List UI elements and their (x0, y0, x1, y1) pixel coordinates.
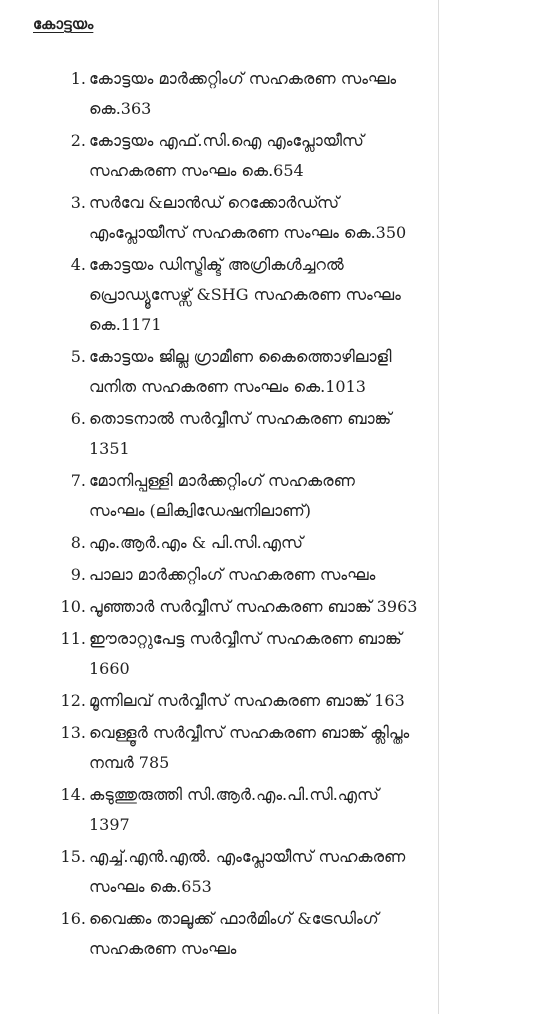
item-text-line: കെ.363 (89, 99, 152, 118)
item-number: 4. (70, 255, 86, 274)
item-number: 5. (70, 347, 86, 366)
item-text-line: 1351 (89, 439, 130, 458)
item-number: 6. (70, 409, 86, 428)
item-text-line: സർവേ &ലാൻഡ് റെക്കോർഡ്സ് (89, 193, 340, 212)
item-text-line: 1397 (89, 815, 130, 834)
item-number: 14. (60, 785, 86, 804)
list-item (0, 592, 438, 622)
item-text-line: കെ.1171 (89, 315, 162, 334)
item-text-line: കടുത്തുരുത്തി സി.ആർ.എം.പി.സി.എസ് (89, 785, 379, 804)
item-text-line: എച്ച്.എൻ.എൽ. എംപ്ലോയീസ് സഹകരണ (89, 847, 406, 866)
list-item (0, 126, 438, 186)
item-text-line: സംഘം കെ.653 (89, 877, 212, 896)
item-text-line: 1660 (89, 659, 130, 678)
item-text-line: സഹകരണ സംഘം (89, 939, 237, 958)
list-item (0, 842, 438, 902)
item-text-line: വൈക്കം താലൂക്ക് ഫാർമിംഗ് &ട്രേഡിംഗ് (89, 909, 379, 928)
list-item (0, 686, 438, 716)
item-number: 8. (70, 533, 86, 552)
list-item (0, 64, 438, 124)
item-number: 15. (60, 847, 86, 866)
item-text-line: കോട്ടയം ജില്ല ഗ്രാമീണ കൈത്തൊഴിലാളി (89, 347, 392, 366)
list-item (0, 904, 438, 964)
item-number: 16. (60, 909, 86, 928)
item-text-line: പാലാ മാർക്കറ്റിംഗ് സഹകരണ സംഘം (89, 565, 376, 584)
list-item (0, 718, 438, 778)
list-item (0, 404, 438, 464)
list-item (0, 624, 438, 684)
item-number: 13. (60, 723, 86, 742)
item-text-line: എംപ്ലോയീസ് സഹകരണ സംഘം കെ.350 (89, 223, 407, 242)
item-text-line: സംഘം (ലിക്വിഡേഷനിലാണ്) (89, 501, 312, 520)
item-number: 11. (60, 629, 86, 648)
list-item (0, 780, 438, 840)
item-number: 2. (70, 131, 86, 150)
item-number: 12. (60, 691, 86, 710)
item-number: 3. (70, 193, 86, 212)
item-number: 10. (60, 597, 86, 616)
item-text-line: മോനിപ്പള്ളി മാർക്കറ്റിംഗ് സഹകരണ (89, 471, 355, 490)
district-heading: കോട്ടയം (33, 15, 94, 33)
list-item (0, 466, 438, 526)
item-text-line: വനിത സഹകരണ സംഘം കെ.1013 (89, 377, 366, 396)
column-divider (438, 0, 439, 1014)
society-list (0, 64, 438, 966)
item-number: 9. (70, 565, 86, 584)
item-text-line: സഹകരണ സംഘം കെ.654 (89, 161, 304, 180)
item-text-line: എം.ആർ.എം & പി.സി.എസ് (89, 533, 303, 552)
item-text-line: പ്രൊഡ്യൂസേഴ്സ് &SHG സഹകരണ സംഘം (89, 285, 401, 304)
list-item (0, 560, 438, 590)
item-text-line: വെള്ളൂർ സർവ്വീസ് സഹകരണ ബാങ്ക് ക്ലിപ്തം (89, 723, 410, 742)
item-text-line: കോട്ടയം എഫ്.സി.ഐ എംപ്ലോയീസ് (89, 131, 364, 150)
list-item (0, 188, 438, 248)
item-text-line: ഈരാറ്റുപേട്ട സർവ്വീസ് സഹകരണ ബാങ്ക് (89, 629, 402, 648)
item-number: 7. (70, 471, 86, 490)
item-number: 1. (70, 69, 86, 88)
item-text-line: പൂഞ്ഞാർ സർവ്വീസ് സഹകരണ ബാങ്ക് 3963 (89, 597, 418, 616)
list-item (0, 342, 438, 402)
item-text-line: നമ്പർ 785 (89, 753, 170, 772)
item-text-line: കോട്ടയം മാർക്കറ്റിംഗ് സഹകരണ സംഘം (89, 69, 397, 88)
list-item (0, 528, 438, 558)
item-text-line: മൂന്നിലവ് സർവ്വീസ് സഹകരണ ബാങ്ക് 163 (89, 691, 405, 710)
item-text-line: തൊടനാൽ സർവ്വീസ് സഹകരണ ബാങ്ക് (89, 409, 392, 428)
list-item (0, 250, 438, 340)
item-text-line: കോട്ടയം ഡിസ്ട്രിക്ട് അഗ്രികൾച്ചറൽ (89, 255, 344, 274)
